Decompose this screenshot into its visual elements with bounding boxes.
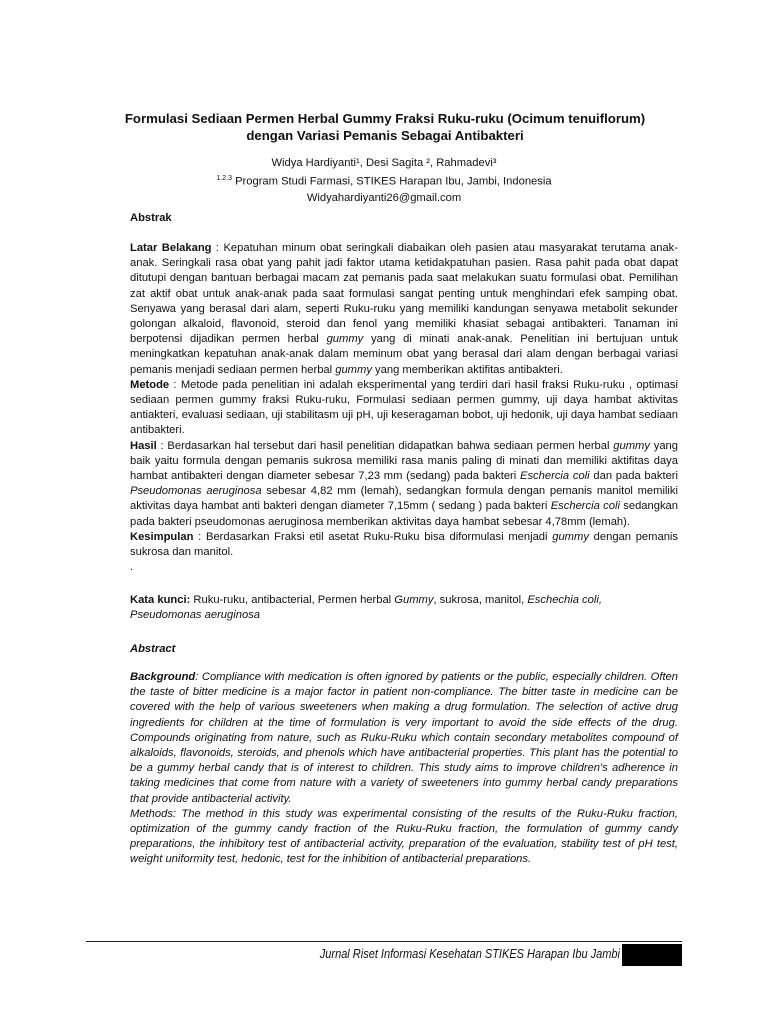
latar-italic-2: gummy — [335, 363, 372, 376]
hasil-text-3: dan pada bakteri — [589, 470, 678, 483]
title-line-2: dengan Variasi Pemanis Sebagai Antibakteri — [246, 128, 524, 143]
latar-text-1: : Kepatuhan minum obat seringkali diabaikan oleh pasien atau masyarakat terutama anak-anak. Seringkali rasa obat yang pahit jadi faktor utama ketidakpatuhan pasien. Rasa pahit pada obat dapat ditutupi dengan bantuan berbagai macam zat pemanis pada saat melakukan suatu formulasi obat. Pemilihan zat aktif obat untuk anak-anak pada saat formulasi sangat penting untuk menghindari efek samping obat. Senyawa yang berasal dari alam, seperti Ruku-ruku yang memiliki kandungan senyawa metabolit sekunder golongan alkaloid, flavonoid, steroid dan fenol yang memiliki khasiat sebagai antibakteri. Tanaman ini berpotensi dijadikan permen herbal — [130, 242, 678, 346]
author-names: Widya Hardiyanti¹, Desi Sagita ², Rahmadevi³ — [271, 157, 497, 169]
latar-label: Latar Belakang — [130, 242, 212, 254]
kata-kunci — [130, 593, 678, 623]
title-line-1: Formulasi Sediaan Permen Herbal Gummy Fraksi Ruku-ruku (Ocimum tenuiflorum) — [124, 111, 646, 126]
kata-kunci-text-1: Ruku-ruku, antibacterial, Permen herbal — [190, 594, 395, 606]
hasil-italic-4: Eschercia coli — [550, 500, 620, 513]
abstract-body — [130, 670, 678, 868]
affiliation-superscript: 1.2.3 — [216, 175, 232, 182]
latar-text-2: yang di minati anak-anak. Penelitian ini bertujuan untuk meningkatkan kepatuhan anak-anak dalam meminum obat yang berasal dari alam dengan berbagai variasi pemanis menjadi sediaan permen herbal — [130, 333, 678, 376]
author-block — [0, 155, 768, 206]
abstrak-heading: Abstrak — [130, 212, 172, 224]
background-label: Background — [130, 671, 196, 683]
latar-text-3: yang memberikan aktifitas antibakteri. — [371, 363, 563, 376]
metode-label: Metode — [130, 378, 170, 391]
kesimpulan-label: Kesimpulan — [130, 530, 194, 543]
hasil-label: Hasil — [130, 439, 157, 452]
hasil-italic-1: gummy — [613, 439, 650, 452]
kata-kunci-italic-1: Gummy — [394, 594, 434, 606]
abstrak-body — [130, 241, 678, 575]
footer-journal-name: Jurnal Riset Informasi Kesehatan STIKES Harapan Ibu Jambi — [319, 947, 620, 961]
author-email: Widyahardiyanti26@gmail.com — [306, 191, 462, 204]
abstract-heading: Abstract — [130, 643, 176, 655]
affiliation-text: Program Studi Farmasi, STIKES Harapan Ibu, Jambi, Indonesia — [235, 175, 552, 188]
hasil-text-1: : Berdasarkan hal tersebut dari hasil penelitian didapatkan bahwa sediaan permen herbal — [156, 439, 614, 452]
kata-kunci-italic-3: Pseudomonas aeruginosa — [130, 609, 260, 622]
paper-title — [100, 110, 670, 144]
latar-italic-1: gummy — [326, 333, 364, 346]
hasil-italic-2: Eschercia coli — [520, 470, 590, 483]
kata-kunci-label: Kata kunci: — [130, 594, 191, 606]
affiliation — [0, 171, 768, 190]
hasil-italic-3: Pseudomonas aeruginosa — [130, 485, 262, 498]
metode-text: : Metode pada penelitian ini adalah eksperimental yang terdiri dari hasil fraksi Ruku-ruku , optimasi sediaan permen gummy fraksi Ruku-ruku, Formulasi sediaan permen gummy, uji daya hambat aktivitas antiakteri, evaluasi sediaan, uji stabilitasm uji pH, uji keseragaman bobot, uji hedonik, uji daya hambat sediaan antibakteri. — [130, 378, 678, 437]
kesimpulan-italic: gummy — [552, 530, 589, 543]
kesimpulan-text-1: : Berdasarkan Fraksi etil asetat Ruku-Ruku bisa diformulasi menjadi — [193, 530, 553, 543]
footer-rule — [86, 941, 682, 942]
hasil-text-5: sedangkan pada bakteri pseudomonas aeruginosa memberikan aktivitas daya hambat sebesar 4,78mm (lemah). — [130, 500, 679, 528]
kesimpulan-text-2: dengan pemanis sukrosa dan manitol. — [130, 530, 678, 559]
background-text: : Compliance with medication is often ignored by patients or the public, especially children. Often the taste of bitter medicine is a major factor in patient non-compliance. The bitter taste in medicine can be covered with the help of various sweeteners when making a drug formulation. The selection of active drug ingredients for children at the time of formulation is very important to avoid the side effects of the drug. Compounds originating from nature, such as Ruku-Ruku which contain secondary metabolites compound of alkaloids, flavonoids, steroids, and phenols which have antibacterial properties. This plant has the potential to be a gummy herbal candy that is of interest to children. This study aims to improve children's adherence in taking medicines that come from nature with a variety of sweeteners into gummy herbal candy preparations that provide antibacterial activity. — [130, 671, 678, 805]
kata-kunci-text-2: , sukrosa, manitol, — [433, 594, 528, 606]
stray-dot: . — [130, 561, 134, 574]
methods-text: Methods: The method in this study was experimental consisting of the results of the Ruku-Ruku fraction, optimization of the gummy candy fraction of the Ruku-Ruku fraction, the formulation of gummy candy preparations, the inhibitory test of antibacterial activity, preparation of the evaluation, stability test of pH test, weight uniformity test, hedonic, test for the inhibition of antibacterial preparations. — [130, 807, 678, 866]
kata-kunci-italic-2: Eschechia coli, — [527, 594, 602, 606]
footer-black-box — [622, 944, 682, 966]
hasil-text-4: sebesar 4,82 mm (lemah), sedangkan formula dengan pemanis manitol memiliki aktivitas daya hambat anti bakteri dengan diameter 7,15mm ( sedang ) pada bakteri — [130, 485, 678, 513]
hasil-text-2: yang baik yaitu formula dengan pemanis sukrosa memiliki rasa manis paling di minati dan memiliki aktifitas daya hambat antibakteri dengan diameter sebesar 7,23 mm (sedang) pada bakteri — [130, 439, 678, 483]
